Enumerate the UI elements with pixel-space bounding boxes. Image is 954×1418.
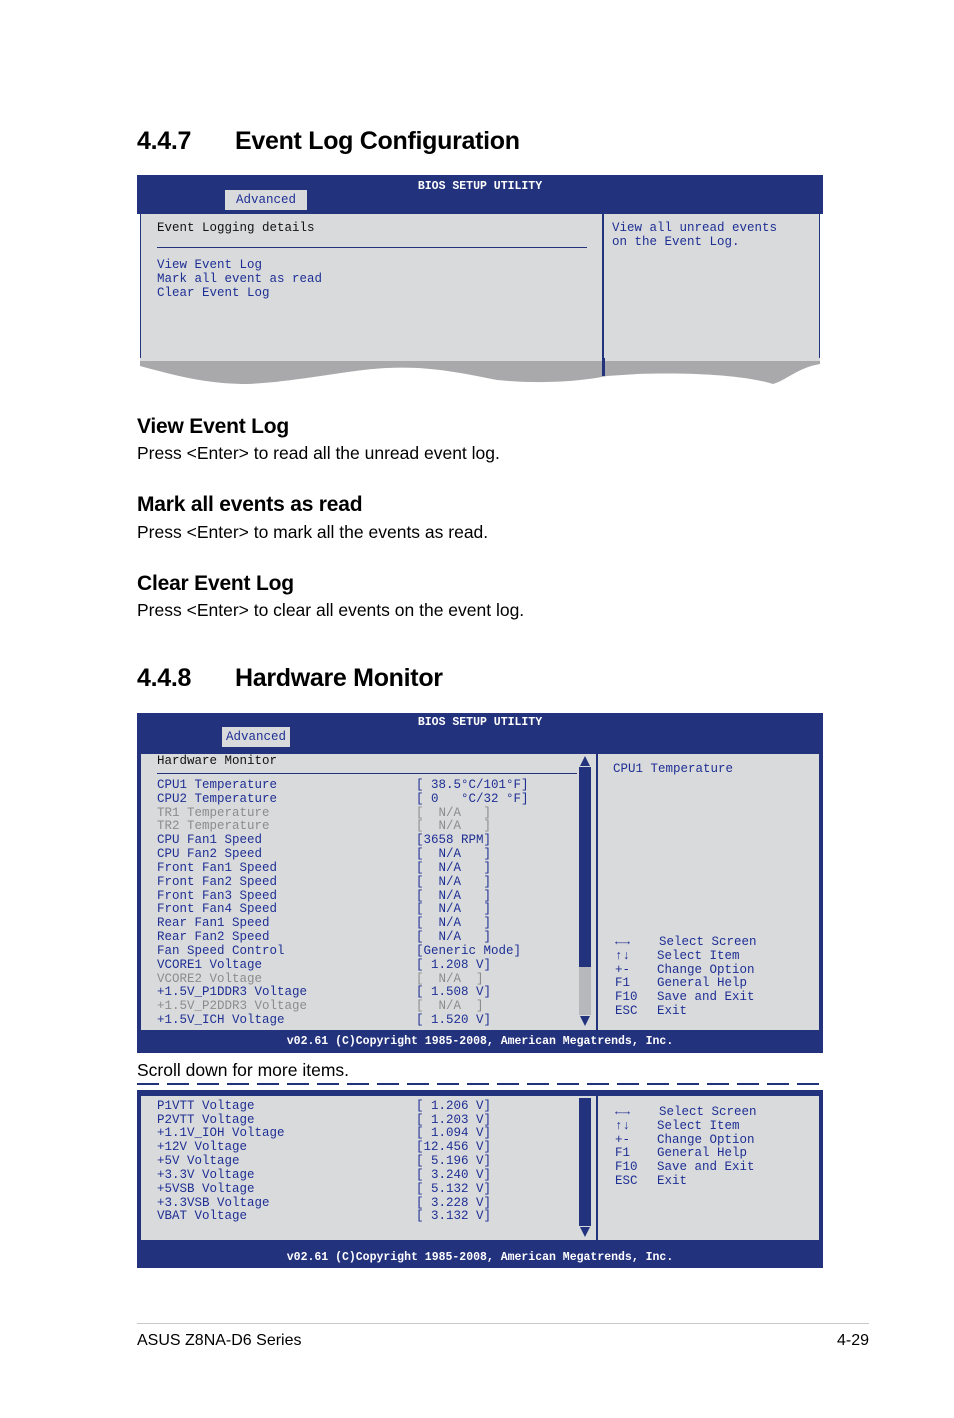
key-save-exit: F10 Save and Exit [615,990,755,1004]
key-change-option: +- Change Option [615,963,755,977]
list-item[interactable]: Front Fan1 Speed [ N/A ] [157,861,492,875]
scrollbar[interactable] [579,755,591,1027]
key-select-item: ↑↓ Select Item [615,1119,740,1133]
heading-rule [157,247,587,248]
key-select-screen: ←→ Select Screen [615,1105,757,1119]
panel-divider [596,753,598,1031]
copyright-bar: v02.61 (C)Copyright 1985-2008, American Megatrends, Inc. [286,1035,674,1048]
list-item[interactable]: Front Fan3 Speed [ N/A ] [157,889,492,903]
heading-rule [157,773,577,774]
list-item[interactable]: +1.1V_IOH Voltage [ 1.094 V] [157,1126,492,1140]
list-item[interactable]: +1.5V_P1DDR3 Voltage [ 1.508 V] [157,985,492,999]
scrollbar-thumb[interactable] [579,1098,591,1226]
scrollbar[interactable] [579,1098,591,1238]
section-number: 4.4.8 [137,664,192,692]
list-item: TR2 Temperature [ N/A ] [157,819,492,833]
bios-screen-event-log [137,175,823,390]
menu-item-clear-event-log[interactable]: Clear Event Log [157,286,270,300]
bios-screen-hardware-monitor [137,713,823,1053]
key-select-item: ↑↓ Select Item [615,949,740,963]
list-item[interactable]: Front Fan4 Speed [ N/A ] [157,902,492,916]
hardware-monitor-list [157,779,577,1029]
key-general-help: F1 General Help [615,1146,748,1160]
section-heading-hardware-monitor [137,664,737,696]
key-exit: ESC Exit [615,1004,688,1018]
panel-divider [596,1095,598,1241]
list-item[interactable]: Front Fan2 Speed [ N/A ] [157,875,492,889]
panel-heading: Hardware Monitor [157,754,278,768]
list-item[interactable]: CPU Fan1 Speed [3658 RPM] [157,833,492,847]
help-text: CPU1 Temperature [613,762,734,776]
list-item[interactable]: CPU2 Temperature [ 0 °C/32 °F] [157,792,529,806]
list-item[interactable]: +5VSB Voltage [ 5.132 V] [157,1182,492,1196]
list-item[interactable]: +12V Voltage [12.456 V] [157,1140,492,1154]
tab-advanced[interactable]: Advanced [225,190,307,210]
list-item[interactable]: P1VTT Voltage [ 1.206 V] [157,1099,492,1113]
help-line-2: on the Event Log. [612,235,740,249]
scrollbar-thumb[interactable] [579,767,591,967]
scroll-down-arrow-icon[interactable] [579,1015,591,1027]
list-item[interactable]: +3.3VSB Voltage [ 3.228 V] [157,1196,492,1210]
copyright-bar: v02.61 (C)Copyright 1985-2008, American Megatrends, Inc. [286,1251,674,1264]
menu-item-mark-all-read[interactable]: Mark all event as read [157,272,323,286]
list-item: +1.5V_P2DDR3 Voltage [ N/A ] [157,999,484,1013]
list-item[interactable]: Fan Speed Control [Generic Mode] [157,944,522,958]
footer-page-number: 4-29 [836,1332,869,1349]
subsection-text-clear-event-log: Press <Enter> to clear all events on the event log. [137,600,525,620]
subsection-title-mark-all-read: Mark all events as read [137,493,363,516]
list-item[interactable]: Rear Fan1 Speed [ N/A ] [157,916,492,930]
section-heading-event-log [137,127,737,159]
list-item[interactable]: Rear Fan2 Speed [ N/A ] [157,930,492,944]
bios-header-title: BIOS SETUP UTILITY [417,180,543,193]
scroll-down-arrow-icon[interactable] [579,1226,591,1238]
subsection-title-clear-event-log: Clear Event Log [137,572,294,595]
help-line-1: View all unread events [612,221,778,235]
key-select-screen: ←→ Select Screen [615,935,757,949]
section-title: Event Log Configuration [235,127,520,155]
key-save-exit: F10 Save and Exit [615,1160,755,1174]
panel-heading: Event Logging details [157,221,315,235]
subsection-text-view-event-log: Press <Enter> to read all the unread event log. [137,443,500,463]
footer-rule [137,1323,869,1324]
bios-screen-hardware-monitor-continued [137,1082,823,1268]
list-item[interactable]: +5V Voltage [ 5.196 V] [157,1154,492,1168]
key-legend [615,1106,815,1196]
key-exit: ESC Exit [615,1174,688,1188]
torn-edge-graphic [137,358,823,390]
hardware-monitor-list [157,1100,577,1230]
list-item[interactable]: CPU Fan2 Speed [ N/A ] [157,847,492,861]
key-general-help: F1 General Help [615,976,748,990]
scroll-up-arrow-icon[interactable] [579,755,591,767]
key-legend [615,936,815,1026]
bios-header-title: BIOS SETUP UTILITY [417,716,543,729]
section-title: Hardware Monitor [235,664,443,692]
panel-divider [602,214,604,360]
list-item[interactable]: VCORE1 Voltage [ 1.208 V] [157,958,492,972]
list-item[interactable]: VBAT Voltage [ 3.132 V] [157,1209,492,1223]
section-number: 4.4.7 [137,127,192,155]
list-item[interactable]: P2VTT Voltage [ 1.203 V] [157,1113,492,1127]
key-change-option: +- Change Option [615,1133,755,1147]
tab-advanced[interactable]: Advanced [222,727,290,747]
footer-product: ASUS Z8NA-D6 Series [137,1332,302,1349]
subsection-text-mark-all-read: Press <Enter> to mark all the events as read. [137,522,489,542]
list-item[interactable]: +1.5V_ICH Voltage [ 1.520 V] [157,1013,492,1027]
list-item[interactable]: +3.3V Voltage [ 3.240 V] [157,1168,492,1182]
subsection-title-view-event-log: View Event Log [137,415,290,438]
list-item: TR1 Temperature [ N/A ] [157,806,492,820]
list-item[interactable]: CPU1 Temperature [ 38.5°C/101°F] [157,778,529,792]
list-item: VCORE2 Voltage [ N/A ] [157,972,484,986]
scroll-note: Scroll down for more items. [137,1060,350,1080]
menu-item-view-event-log[interactable]: View Event Log [157,258,263,272]
